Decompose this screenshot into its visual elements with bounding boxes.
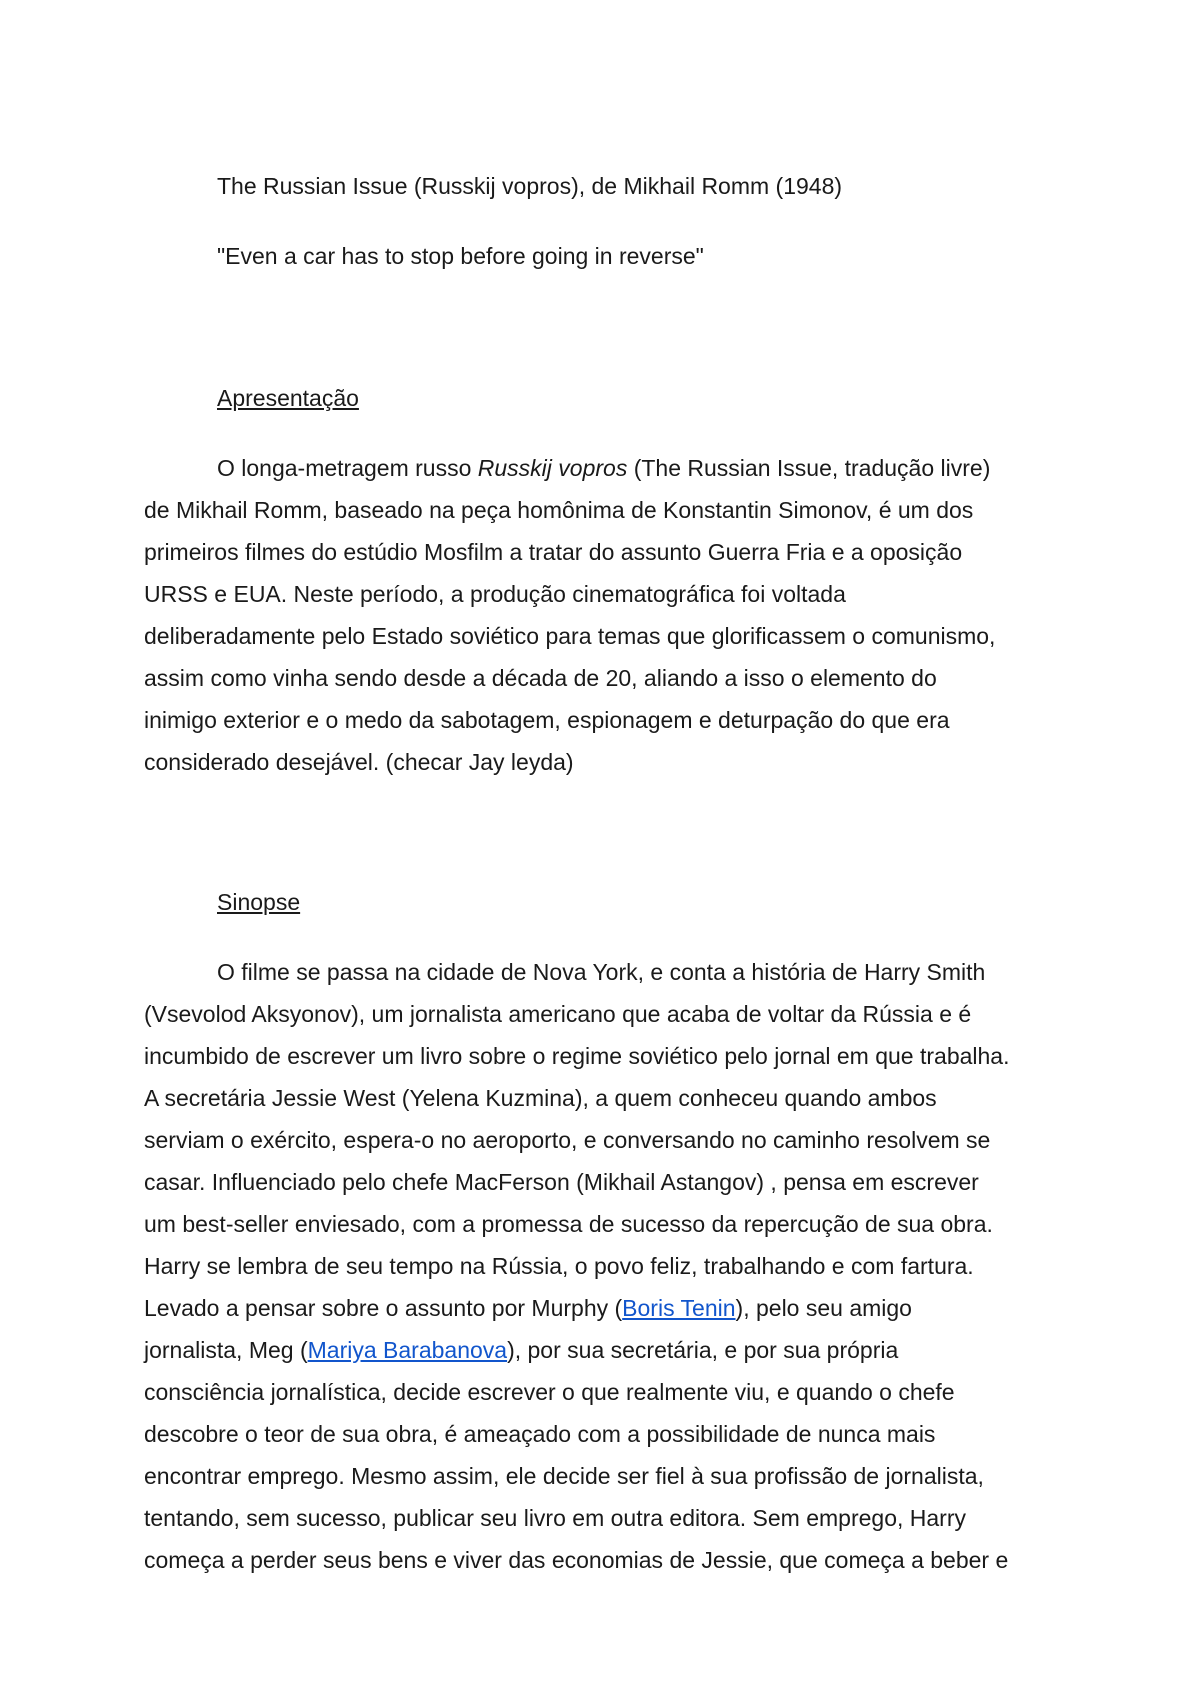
paragraph-line: (Vsevolod Aksyonov), um jornalista americano que acaba de voltar da Rússia e é [144, 1001, 972, 1027]
text-run: (The Russian Issue, tradução livre) [627, 455, 991, 481]
paragraph-line: URSS e EUA. Neste período, a produção cinematográfica foi voltada [144, 581, 846, 607]
document-title: The Russian Issue (Russkij vopros), de Mikhail Romm (1948) [217, 173, 843, 199]
paragraph-line: de Mikhail Romm, baseado na peça homônima de Konstantin Simonov, é um dos [144, 497, 974, 523]
link-boris-tenin[interactable]: Boris Tenin [622, 1295, 736, 1321]
paragraph-line: serviam o exército, espera-o no aeroporto, e conversando no caminho resolvem se [144, 1127, 991, 1153]
epigraph-quote: "Even a car has to stop before going in reverse" [217, 243, 704, 269]
paragraph-line: assim como vinha sendo desde a década de 20, aliando a isso o elemento do [144, 665, 937, 691]
paragraph-line: considerado desejável. (checar Jay leyda) [144, 749, 574, 775]
paragraph-line: casar. Influenciado pelo chefe MacFerson (Mikhail Astangov) , pensa em escrever [144, 1169, 979, 1195]
link-mariya-barabanova[interactable]: Mariya Barabanova [307, 1337, 508, 1363]
paragraph-line: consciência jornalística, decide escrever o que realmente viu, e quando o chefe [144, 1379, 955, 1405]
paragraph-line [217, 454, 990, 482]
film-title-italic: Russkij vopros [477, 455, 628, 481]
paragraph-line: um best-seller enviesado, com a promessa de sucesso da repercução de sua obra. [144, 1211, 993, 1237]
paragraph-line [144, 1294, 912, 1322]
paragraph-line: inimigo exterior e o medo da sabotagem, espionagem e deturpação do que era [144, 707, 950, 733]
paragraph-line: Harry se lembra de seu tempo na Rússia, o povo feliz, trabalhando e com fartura. [144, 1253, 974, 1279]
paragraph-line: encontrar emprego. Mesmo assim, ele decide ser fiel à sua profissão de jornalista, [144, 1463, 984, 1489]
paragraph-line: deliberadamente pelo Estado soviético para temas que glorificassem o comunismo, [144, 623, 996, 649]
text-run: ), por sua secretária, e por sua própria [507, 1337, 899, 1363]
paragraph-line: descobre o teor de sua obra, é ameaçado com a possibilidade de nunca mais [144, 1421, 936, 1447]
paragraph-line [144, 1336, 898, 1364]
text-run: ), pelo seu amigo [735, 1295, 912, 1321]
paragraph-line: O filme se passa na cidade de Nova York, e conta a história de Harry Smith [217, 959, 986, 985]
paragraph-line: primeiros filmes do estúdio Mosfilm a tratar do assunto Guerra Fria e a oposição [144, 539, 963, 565]
paragraph-line: tentando, sem sucesso, publicar seu livro em outra editora. Sem emprego, Harry [144, 1505, 966, 1531]
paragraph-line: A secretária Jessie West (Yelena Kuzmina), a quem conheceu quando ambos [144, 1085, 937, 1111]
text-run: Levado a pensar sobre o assunto por Murphy ( [144, 1295, 623, 1321]
text-run: O longa-metragem russo [217, 455, 478, 481]
section-heading-sinopse: Sinopse [217, 889, 301, 915]
text-run: jornalista, Meg ( [144, 1337, 308, 1363]
paragraph-line: começa a perder seus bens e viver das economias de Jessie, que começa a beber e [144, 1547, 1009, 1573]
section-heading-apresentacao: Apresentação [217, 385, 359, 411]
paragraph-line: incumbido de escrever um livro sobre o regime soviético pelo jornal em que trabalha. [144, 1043, 1010, 1069]
